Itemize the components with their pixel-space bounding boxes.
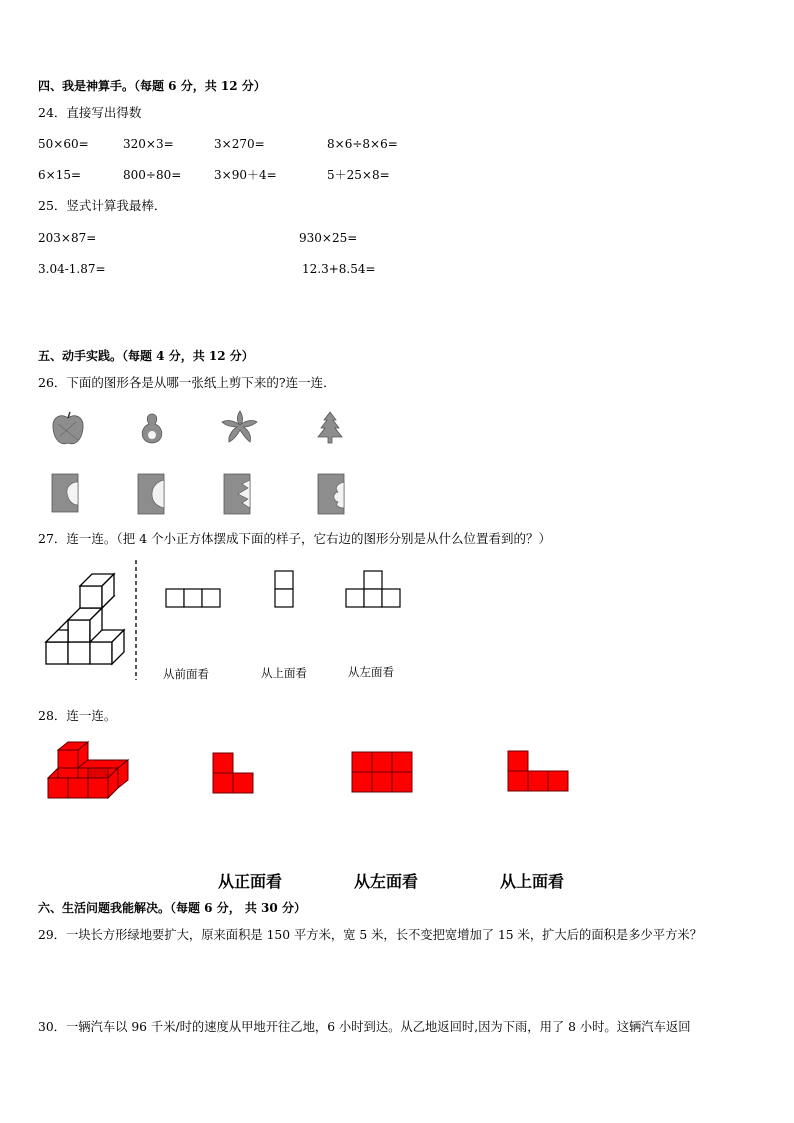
q28-label-top: 从上面看	[500, 872, 565, 891]
dashed-divider	[132, 560, 140, 682]
section5-heading: 五、动手实践。（每题 4 分，共 12 分）	[38, 349, 254, 363]
section6-heading: 六、生活问题我能解决。（每题 6 分， 共 30 分）	[38, 901, 306, 915]
q27-prompt: 27．连一连。（把 4 个小正方体摆成下面的样子，它右边的图形分别是从什么位置看到的？）	[38, 531, 552, 546]
q24-item: 5＋25×8=	[327, 168, 390, 182]
view-two-vertical[interactable]	[274, 570, 296, 610]
q25-item: 930×25=	[299, 231, 358, 245]
apple-icon[interactable]	[48, 410, 88, 450]
red-l-shape-wide[interactable]	[507, 750, 569, 792]
q24-prompt: 24．直接写出得数	[38, 105, 142, 120]
q27-label-left: 从左面看	[348, 665, 394, 679]
view-three-horizontal[interactable]	[165, 588, 223, 610]
q24-item: 3×90＋4=	[214, 168, 277, 182]
flower-icon[interactable]	[219, 408, 261, 448]
section4-heading: 四、我是神算手。（每题 6 分，共 12 分）	[38, 79, 266, 93]
q27-label-front: 从前面看	[163, 667, 209, 681]
q28-label-front: 从正面看	[218, 872, 283, 891]
red-l-shape-small[interactable]	[212, 752, 256, 794]
q24-item: 320×3=	[123, 137, 174, 151]
q30-text: 30．一辆汽车以 96 千米/时的速度从甲地开往乙地，6 小时到达。从乙地返回时,因为下雨，用了 8 小时。这辆汽车返回	[38, 1020, 691, 1034]
q27-label-top: 从上面看	[261, 666, 307, 680]
q24-item: 3×270=	[214, 137, 265, 151]
q25-item: 3.04-1.87=	[38, 262, 106, 276]
view-t-shape[interactable]	[345, 570, 403, 610]
q29-text: 29．一块长方形绿地要扩大，原来面积是 150 平方米，宽 5 米，长不变把宽增加了 15 米，扩大后的面积是多少平方米？	[38, 928, 702, 942]
q25-prompt: 25．竖式计算我最棒．	[38, 198, 167, 213]
red-rectangle-2x3[interactable]	[351, 751, 413, 793]
q25-item: 12.3+8.54=	[302, 262, 376, 276]
tree-icon[interactable]	[312, 410, 348, 446]
paper-arc-cutout[interactable]	[136, 472, 168, 516]
gourd-icon[interactable]	[132, 408, 172, 448]
q24-item: 6×15=	[38, 168, 82, 182]
q24-item: 50×60=	[38, 137, 89, 151]
cube-stack-figure	[40, 560, 144, 684]
q24-item: 8×6÷8×6=	[327, 137, 398, 151]
paper-zigzag-cutout[interactable]	[222, 472, 254, 516]
paper-leaf-cutout[interactable]	[316, 472, 348, 516]
red-cube-stack	[44, 738, 128, 802]
q28-label-left: 从左面看	[354, 872, 419, 891]
q28-prompt: 28．连一连。	[38, 708, 117, 723]
q24-item: 800÷80=	[123, 168, 182, 182]
q26-prompt: 26．下面的图形各是从哪一张纸上剪下来的?连一连．	[38, 375, 336, 390]
paper-apple-cutout[interactable]	[50, 472, 82, 514]
q25-item: 203×87=	[38, 231, 97, 245]
